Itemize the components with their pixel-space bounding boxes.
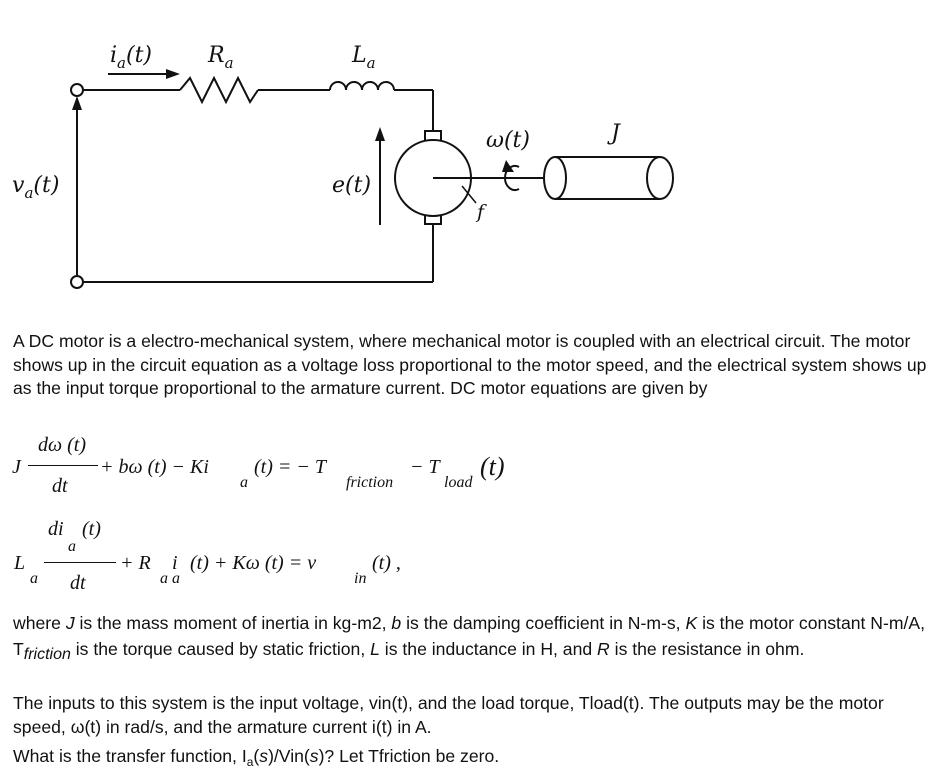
terminal-bottom	[71, 276, 83, 288]
eq1-sub-a: a	[240, 474, 248, 491]
eq2-terms: (t) + Kω (t) = v	[190, 552, 317, 574]
friction-label: f	[477, 201, 485, 223]
eq2-plus-R: + R	[120, 552, 151, 574]
la-label: $L_a$	[352, 43, 376, 72]
eq2-numerator-sub: a	[68, 538, 76, 555]
eq1-sub-friction: friction	[346, 474, 394, 491]
terminal-top	[71, 84, 83, 96]
eq1-sub-load: load	[444, 474, 473, 491]
eq1-minus-T: − T	[410, 456, 440, 478]
eq2-sub-a: a	[30, 570, 38, 587]
question-paragraph: What is the transfer function, $I_a(s)/Vin(s)$? Let Tfriction be zero.	[13, 746, 500, 769]
inputs-paragraph: The inputs to this system is the input voltage, vin(t), and the load torque, Tload(t). The outputs may be the motor speed, ω(t) in rad/s, and the armature current i(t) in A.	[13, 693, 884, 737]
eq2-numerator-arg: (t)	[82, 518, 101, 540]
eq2-sub-aa: a a	[160, 570, 180, 587]
eq2-end: (t) ,	[372, 552, 401, 574]
where-paragraph: where J is the mass moment of inertia in kg-m2, b is the damping coefficient in N-m-s, K is the motor constant N-m/A, Tfriction is the torque caused by static friction, L is the inductance in H, and R is the resistance in ohm.	[13, 613, 926, 663]
intro-paragraph: A DC motor is a electro-mechanical system, where mechanical motor is coupled with an electrical circuit. The motor shows up in the circuit equation as a voltage loss proportional to the motor speed, and the electrical system shows up as the input torque proportional to the armature current. DC motor equations are given by	[13, 331, 927, 398]
eq1-fraction-line	[28, 465, 98, 466]
va-label: $v_a(t)$	[12, 173, 60, 202]
dc-motor-circuit-diagram	[0, 0, 938, 310]
resistor-ra	[180, 78, 258, 102]
eq2-i: i	[172, 552, 178, 574]
inertia-cylinder	[544, 157, 673, 199]
eq1-load-arg: (t)	[480, 452, 505, 481]
omega-label: ω(t)	[486, 128, 530, 153]
ra-label: $R_a$	[208, 43, 234, 72]
eq2-L: L	[14, 552, 26, 574]
eq1-J: J	[12, 456, 21, 478]
eq2-fraction-line	[44, 562, 116, 563]
eq2-numerator: di	[48, 518, 64, 540]
eq2-denominator: dt	[70, 572, 86, 594]
eq1-numerator: dω (t)	[38, 434, 86, 456]
eq2-sub-in: in	[354, 570, 367, 587]
circuit-wires	[77, 74, 433, 282]
inductor-la	[330, 82, 394, 90]
eq1-denominator: dt	[52, 475, 68, 497]
inertia-label: J	[611, 121, 620, 146]
eq1-terms-2: (t) = − T	[254, 456, 326, 478]
ia-label: $i_a(t)$	[110, 43, 153, 72]
eq1-terms-1: + bω (t) − Ki	[100, 456, 209, 478]
e-label: e(t)	[332, 173, 372, 198]
arrowheads	[72, 69, 385, 141]
